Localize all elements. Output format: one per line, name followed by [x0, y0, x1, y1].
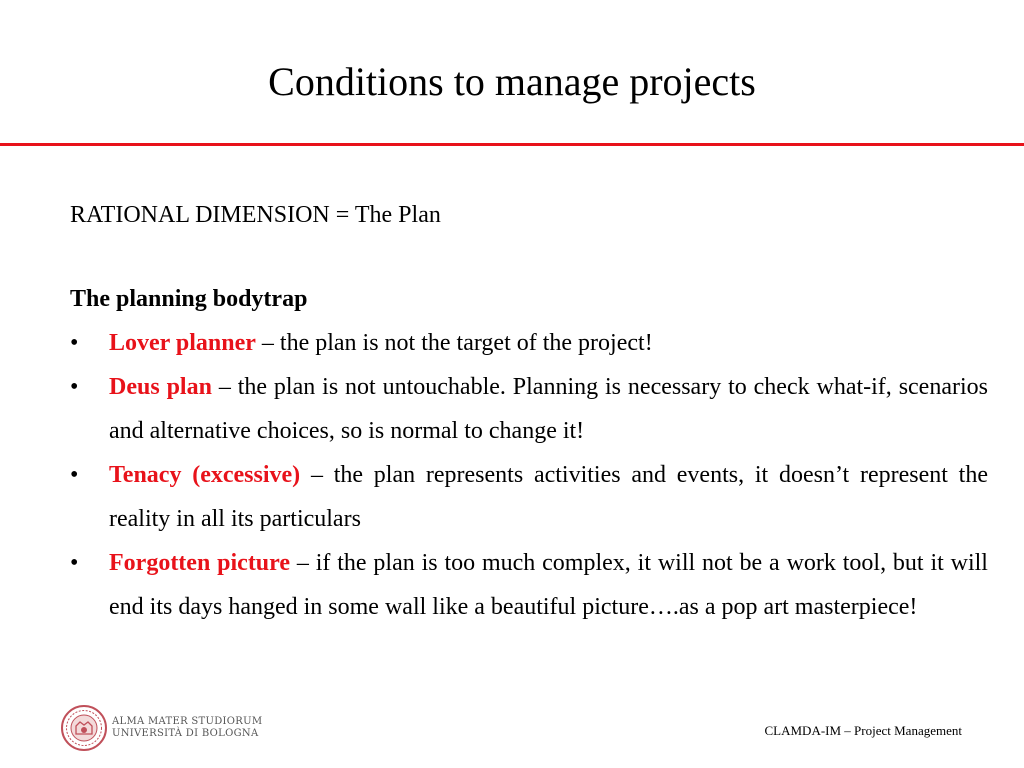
item-text: – the plan represents activities and events, it doesn’t represent the reality in all its particulars — [109, 462, 988, 532]
item-text: – the plan is not the target of the project! — [255, 330, 653, 356]
university-logo — [60, 704, 263, 754]
item-term: Deus plan — [109, 374, 212, 400]
university-name — [112, 716, 262, 740]
item-term: Lover planner — [109, 330, 256, 356]
intro-line: RATIONAL DIMENSION = The Plan — [70, 202, 441, 228]
list-item — [70, 365, 988, 453]
list-item — [70, 321, 988, 365]
bullet-icon: • — [70, 462, 79, 488]
item-text: – if the plan is too much complex, it will not be a work tool, but it will end its days hanged in some wall like a beautiful picture….as a pop art masterpiece! — [109, 550, 988, 620]
university-seal-icon — [60, 704, 108, 752]
list-item — [70, 541, 988, 629]
list-item — [70, 453, 988, 541]
bullet-list — [70, 321, 988, 629]
bullet-icon: • — [70, 330, 79, 356]
university-name-line1: ALMA MATER STUDIORUM — [112, 716, 263, 727]
slide-title: Conditions to manage projects — [268, 59, 756, 104]
item-term: Tenacy (excessive) — [109, 462, 301, 488]
section-subtitle: The planning bodytrap — [70, 286, 308, 312]
item-text: – the plan is not untouchable. Planning is necessary to check what-if, scenarios and alternative choices, so is normal to change it! — [109, 374, 988, 444]
title-divider — [0, 143, 1024, 146]
bullet-icon: • — [70, 374, 79, 400]
university-name-line2: UNIVERSITÀ DI BOLOGNA — [112, 728, 259, 739]
course-footer: CLAMDA-IM – Project Management — [764, 723, 962, 738]
item-term: Forgotten picture — [109, 550, 291, 576]
bullet-icon: • — [70, 550, 79, 576]
slide-content — [70, 193, 988, 629]
